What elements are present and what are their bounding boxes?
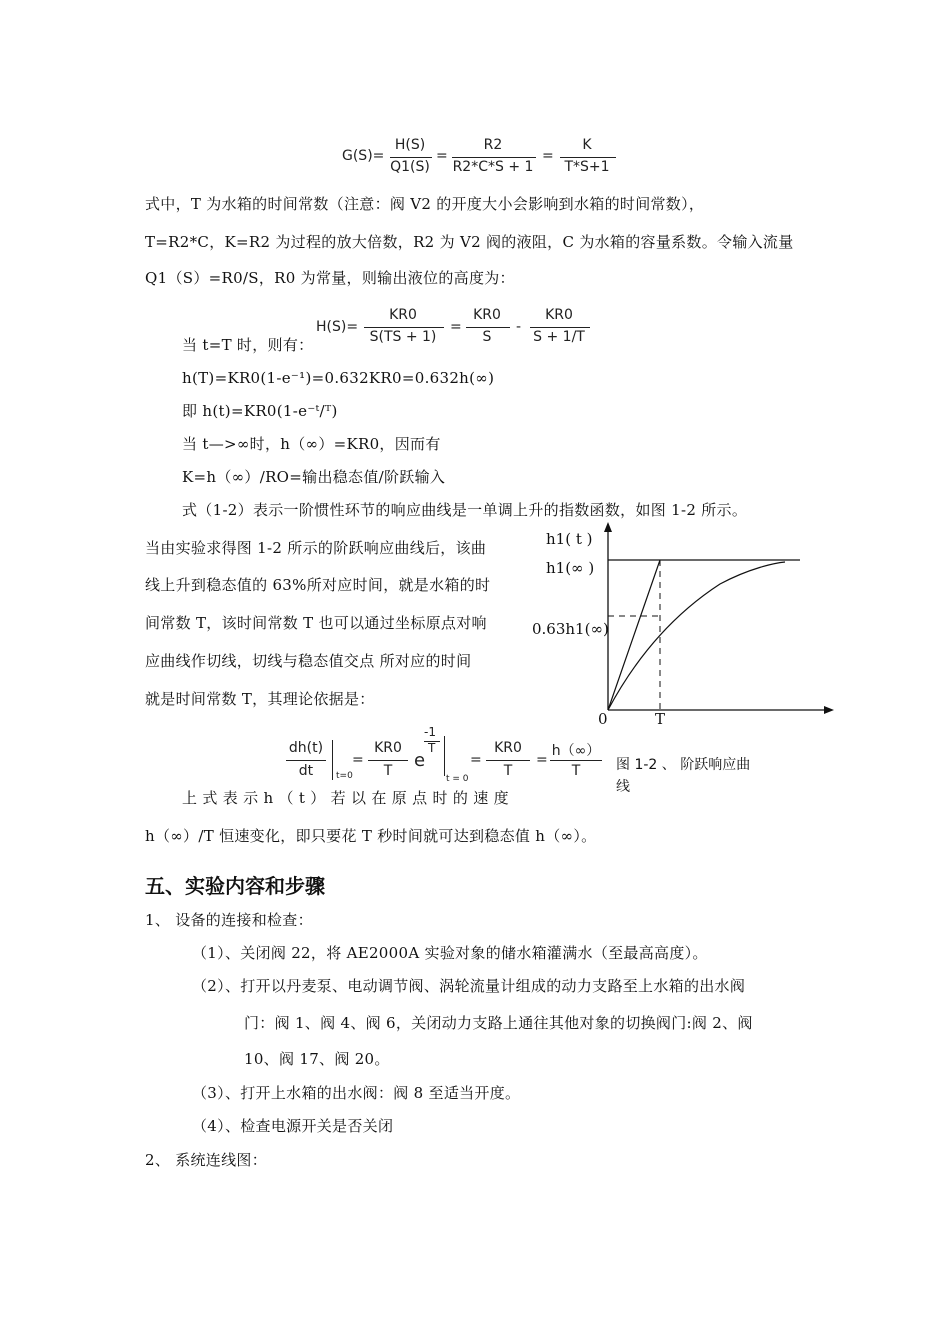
formula3-exp-num: -1 <box>424 725 436 739</box>
formula3-sub2: t = 0 <box>446 774 469 784</box>
formula1-f1-den: Q1(S) <box>390 159 430 175</box>
line-ht: 即 h(t)=KR0(1-e⁻ᵗ/ᵀ) <box>182 402 338 420</box>
formula3-eq1: = <box>352 752 364 768</box>
formula2-minus: - <box>516 319 522 335</box>
formula3-f2-num: KR0 <box>374 740 402 756</box>
formula3-eq2: = <box>470 752 482 768</box>
formula2-f3-num: KR0 <box>545 307 573 323</box>
formula3-f4-den: T <box>571 763 581 779</box>
formula1-eq2: = <box>542 148 554 164</box>
para1-line2: T=R2*C，K=R2 为过程的放大倍数，R2 为 V2 阀的液阻，C 为水箱的容量系数。令输入流量 <box>145 233 794 251</box>
formula2-f1-den: S(TS + 1) <box>369 329 437 345</box>
formula3-sub1: t=0 <box>336 771 353 781</box>
fraction-bar <box>368 760 408 761</box>
formula3-exp-den: T <box>428 741 436 755</box>
evaluation-bar <box>444 736 445 776</box>
formula1-f3-num: K <box>582 137 592 153</box>
formula1-f1-num: H(S) <box>394 137 426 153</box>
formula2-f1-num: KR0 <box>389 307 417 323</box>
para2-line: 线上升到稳态值的 63%所对应时间，就是水箱的时 <box>145 576 491 594</box>
fraction-bar <box>486 760 530 761</box>
line-hT: h(T)=KR0(1-e⁻¹)=0.632KR0=0.632h(∞) <box>182 369 495 387</box>
y-axis-arrow <box>604 522 612 532</box>
fraction-bar <box>452 157 536 158</box>
fraction-bar <box>364 327 444 328</box>
formula3-f3-num: KR0 <box>494 740 522 756</box>
step-2b: 门：阀 1、阀 4、阀 6，关闭动力支路上通往其他对象的切换阀门:阀 2、阀 <box>244 1014 753 1032</box>
para1-line3: Q1（S）=R0/S，R0 为常量，则输出液位的高度为： <box>145 269 515 287</box>
fraction-bar <box>390 157 432 158</box>
x-axis-arrow <box>824 706 834 714</box>
label-T: T <box>655 710 666 728</box>
label-h1t: h1( t ) <box>546 530 593 548</box>
para2-line: 间常数 T，该时间常数 T 也可以通过坐标原点对响 <box>145 614 487 632</box>
formula1-f3-den: T*S+1 <box>564 159 610 175</box>
line-when-t-equals-T: 当 t=T 时，则有： <box>182 336 314 354</box>
fraction-bar <box>530 327 590 328</box>
fraction-bar <box>466 327 510 328</box>
formula2-f2-den: S <box>482 329 492 345</box>
formula2-eq: = <box>450 319 462 335</box>
label-063: 0.63h1(∞) <box>532 620 609 638</box>
section-item2: 2、 系统连线图： <box>145 1151 268 1169</box>
tangent-line <box>608 560 660 710</box>
line-t-infinity: 当 t—>∞时，h（∞）=KR0，因而有 <box>182 435 441 453</box>
formula3-f2-den: T <box>383 763 393 779</box>
step-4: （4）、检查电源开关是否关闭 <box>192 1117 394 1135</box>
para2-line: 应曲线作切线，切线与稳态值交点 所对应的时间 <box>145 652 472 670</box>
formula1-lhs: G(S)= <box>342 148 385 164</box>
formula3-f1-num: dh(t) <box>288 740 324 756</box>
fraction-bar <box>286 760 326 761</box>
step-response-figure <box>520 520 840 730</box>
line-curve-intro: 式（1-2）表示一阶惯性环节的响应曲线是一单调上升的指数函数，如图 1-2 所示。 <box>182 501 748 519</box>
fraction-bar <box>560 157 616 158</box>
figure-caption-line1: 图 1-2 、 阶跃响应曲 <box>616 757 751 773</box>
step-2a: （2）、打开以丹麦泵、电动调节阀、涡轮流量计组成的动力支路至上水箱的出水阀 <box>192 977 746 995</box>
formula3-f1-den: dt <box>298 763 314 779</box>
step-1: （1）、关闭阀 22，将 AE2000A 实验对象的储水箱灌满水（至最高高度）。 <box>192 944 708 962</box>
label-h1-inf: h1(∞ ) <box>546 559 595 577</box>
formula3-eq3: = <box>536 752 548 768</box>
formula1-f2-num: R2 <box>483 137 503 153</box>
formula3-e: e <box>414 750 426 771</box>
formula2-f2-num: KR0 <box>473 307 501 323</box>
response-curve <box>608 562 785 710</box>
formula3-f4-num: h（∞） <box>551 743 601 759</box>
evaluation-bar <box>332 740 333 780</box>
step-3: （3）、打开上水箱的出水阀：阀 8 至适当开度。 <box>192 1084 521 1102</box>
formula1-f2-den: R2*C*S + 1 <box>452 159 534 175</box>
formula1-eq: = <box>436 148 448 164</box>
para2-line: 当由实验求得图 1-2 所示的阶跃响应曲线后，该曲 <box>145 539 487 557</box>
fraction-bar <box>550 760 602 761</box>
line-K-definition: K=h（∞）/RO=输出稳态值/阶跃输入 <box>182 468 446 486</box>
section-heading: 五、实验内容和步骤 <box>145 874 325 898</box>
para1-line1: 式中，T 为水箱的时间常数（注意：阀 V2 的开度大小会影响到水箱的时间常数）， <box>145 195 705 213</box>
formula2-lhs: H(S)= <box>316 319 359 335</box>
label-origin: 0 <box>598 710 608 728</box>
para3-line1: 上 式 表 示 h （ t ） 若 以 在 原 点 时 的 速 度 <box>182 789 509 807</box>
para2-line: 就是时间常数 T，其理论依据是： <box>145 690 375 708</box>
para3-line2: h（∞）/T 恒速变化，即只要花 T 秒时间就可达到稳态值 h（∞）。 <box>145 827 597 845</box>
step-2c: 10、阀 17、阀 20。 <box>244 1050 390 1068</box>
section-item1: 1、 设备的连接和检查： <box>145 911 313 929</box>
formula2-f3-den: S + 1/T <box>533 329 585 345</box>
figure-caption-line2: 线 <box>616 779 630 795</box>
formula3-f3-den: T <box>503 763 513 779</box>
